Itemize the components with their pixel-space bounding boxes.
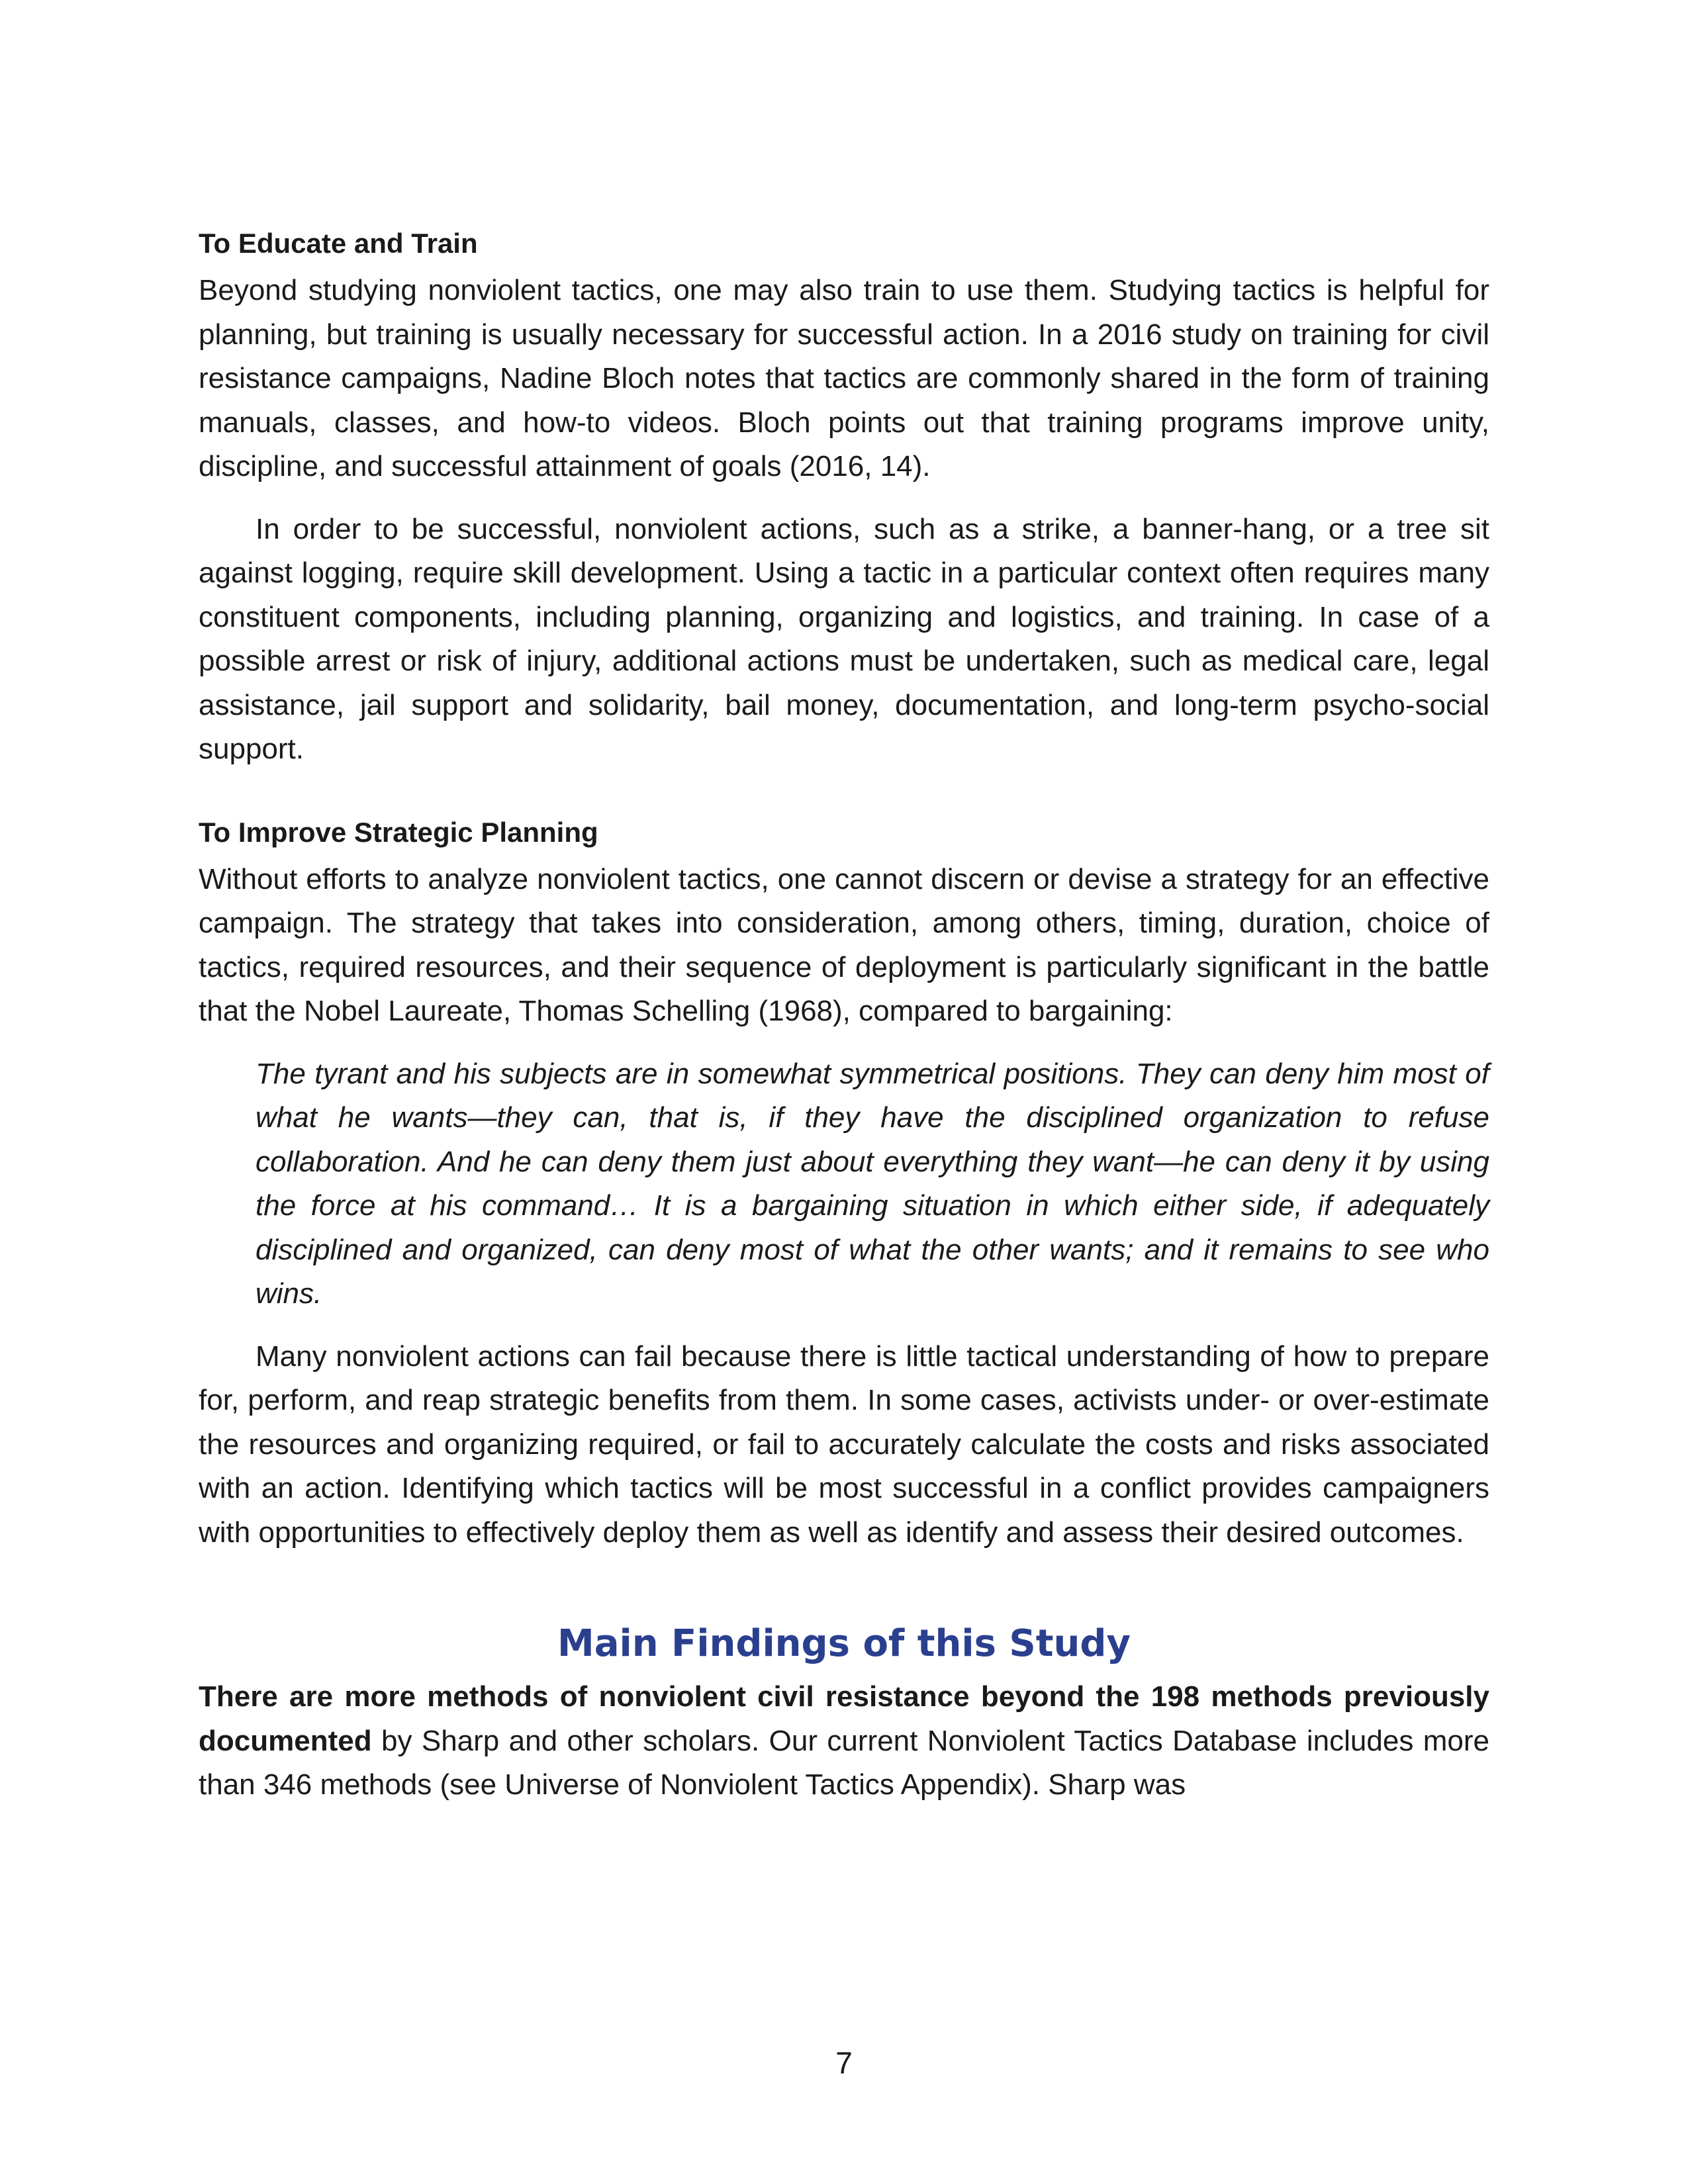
paragraph-strategic-1: Without efforts to analyze nonviolent tactics, one cannot discern or devise a strategy for an effective campaign. The strategy that takes into consideration, among others, timing, duration, choice of tactics, required resources, and their sequence of deployment is particularly significant in the battle that the Nobel Laureate, Thomas Schelling (1968), compared to bargaining: (199, 862, 1489, 1027)
paragraph-findings (199, 1675, 1489, 1807)
section-heading-educate-train: To Educate and Train (199, 228, 478, 259)
paragraph-educate-1: Beyond studying nonviolent tactics, one may also train to use them. Studying tactics is helpful for planning, but training is usually necessary for successful action. In a 2016 study on training for civil resistance campaigns, Nadine Bloch notes that tactics are commonly shared in the form of training manuals, classes, and how-to videos. Bloch points out that training programs improve unity, discipline, and successful attainment of goals (2016, 14). (199, 274, 1489, 482)
page-number: 7 (835, 2046, 853, 2080)
page-content (199, 225, 1489, 1807)
section-heading-strategic-planning: To Improve Strategic Planning (199, 816, 598, 848)
paragraph-educate-2: In order to be successful, nonviolent actions, such as a strike, a banner-hang, or a tree sit against logging, require skill development. Using a tactic in a particular context often requires many constituent components, including planning, organizing and logistics, and training. In case of a possible arrest or risk of injury, additional actions must be undertaken, such as medical care, legal assistance, jail support and solidarity, bail money, documentation, and long-term psycho-social support. (199, 512, 1489, 765)
block-quote-schelling: The tyrant and his subjects are in somewhat symmetrical positions. They can deny him most of what he wants—they can, that is, if they have the disciplined organization to refuse collaboration. And he can deny them just about everything they want—he can deny it by using the force at his command… It is a bargaining situation in which either side, if adequately disciplined and organized, can deny most of what the other wants; and it remains to see who wins. (256, 1057, 1489, 1310)
findings-bold-lead: There are more methods of nonviolent civil resistance beyond the 198 methods previously documented (199, 1680, 1489, 1757)
main-findings-heading: Main Findings of this Study (557, 1622, 1131, 1665)
paragraph-strategic-2: Many nonviolent actions can fail because there is little tactical understanding of how to prepare for, perform, and reap strategic benefits from them. In some cases, activists under- or over-estimate the resources and organizing required, or fail to accurately calculate the costs and risks associated with an action. Identifying which tactics will be most successful in a conflict provides campaigners with opportunities to effectively deploy them as well as identify and assess their desired outcomes. (199, 1340, 1489, 1549)
findings-rest: by Sharp and other scholars. Our current Nonviolent Tactics Database includes more than 346 methods (see Universe of Nonviolent Tactics Appendix). Sharp was (199, 1724, 1489, 1801)
